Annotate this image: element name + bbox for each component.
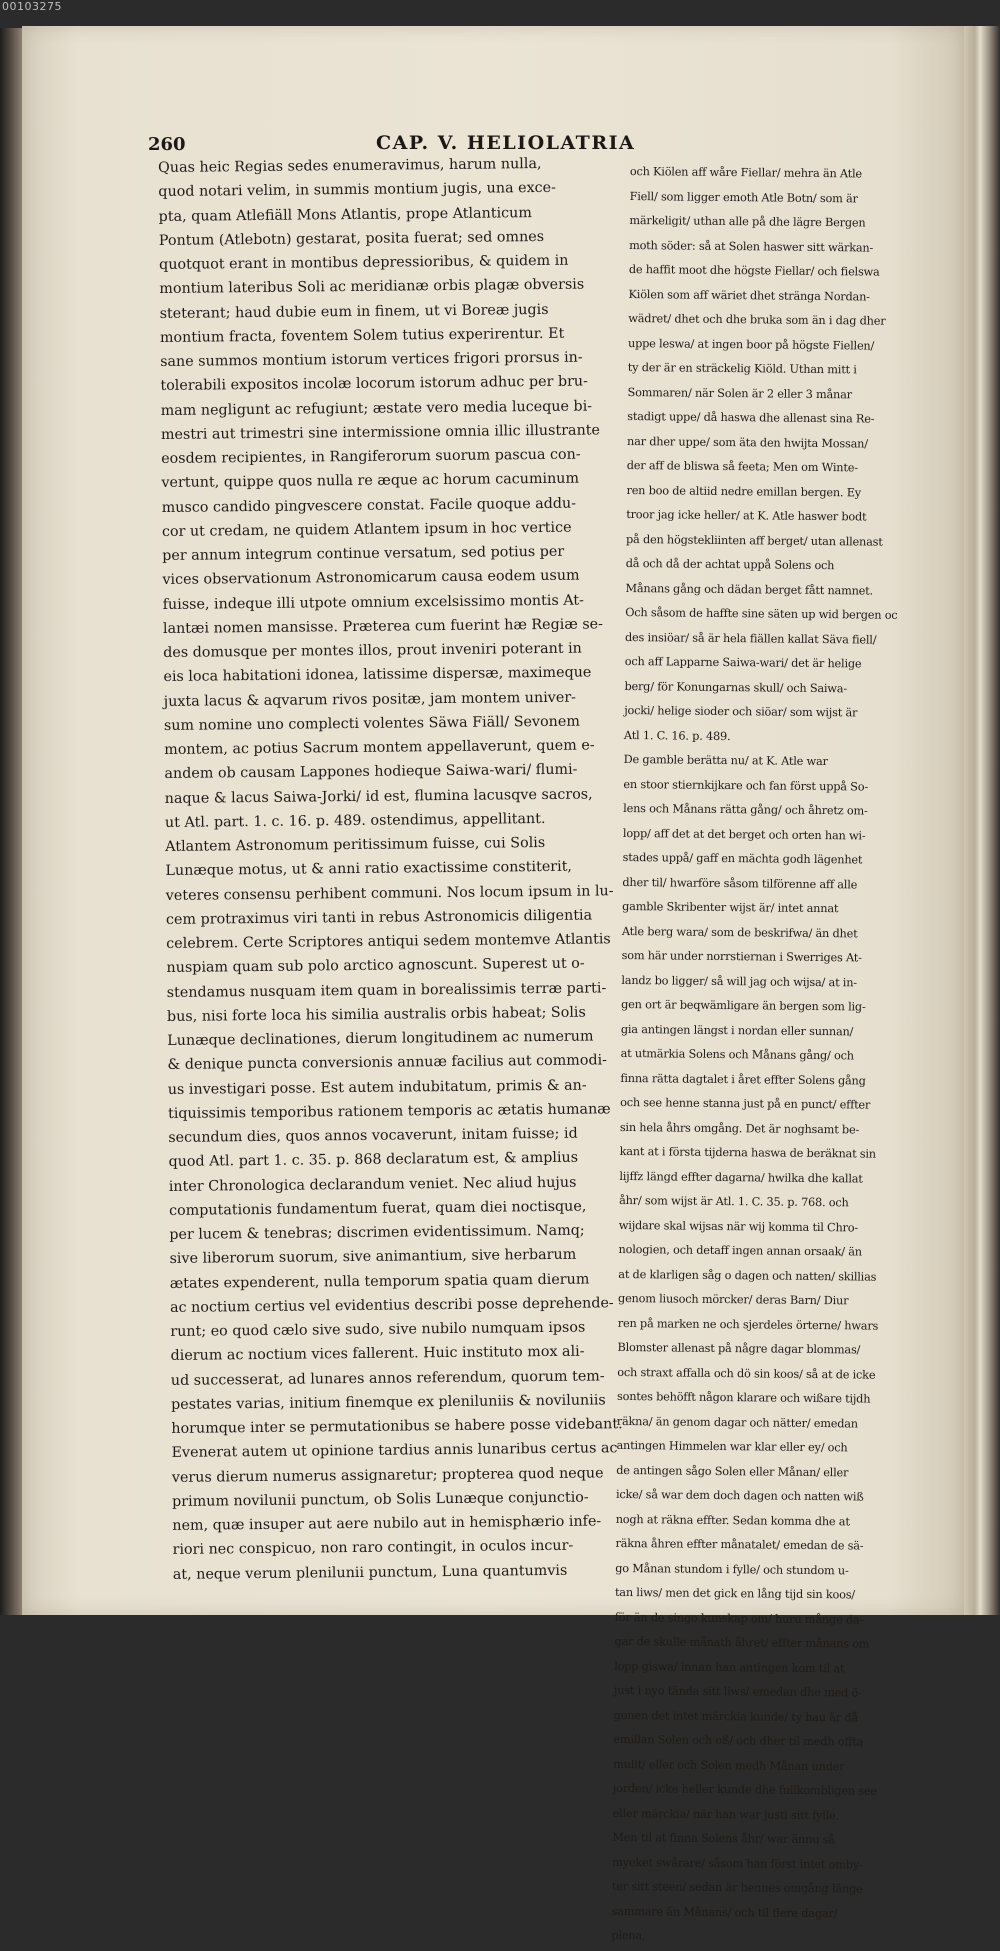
text-line: per lucem & tenebras; discrimen evidentissimum. Namq;: [169, 1222, 585, 1243]
text-line: ac noctium certius vel evidentius describi posse deprehende-: [169, 1295, 614, 1316]
text-line: ren boo de altiid nedre emillan bergen. Ey: [626, 483, 862, 499]
text-line: Fiell/ som ligger emoth Atle Botn/ som är: [629, 189, 858, 205]
text-line: at utmärkia Solens och Månans gång/ och: [620, 1046, 854, 1063]
scan-id-label: 00103275: [2, 0, 62, 13]
text-line: och aff Lapparne Saiwa-wari/ det är helige: [624, 654, 862, 671]
text-line: go Månan stundom i fylle/ och stundom u-: [615, 1561, 849, 1577]
text-line: ætates expenderent, nulla temporum spatia quam dierum: [169, 1271, 590, 1292]
text-line: dher til/ hwarföre såsom tilförenne aff alle: [622, 875, 858, 891]
text-line: verus dierum numerus assignaretur; propterea quod neque: [171, 1464, 604, 1486]
text-line: märkeligit/ uthan alle på dhe lägre Bergen: [629, 213, 866, 230]
text-line: lopp giswa/ innan han antingen kom til at: [614, 1659, 845, 1675]
text-line: eosdem recipientes, in Rangiferorum suorum pascua con-: [161, 446, 581, 467]
text-line: räkna/ än genom dagar och nätter/ emedan: [616, 1414, 858, 1430]
text-line: der aff de bliswa så feeta; Men om Winte-: [626, 458, 858, 475]
text-line: kant at i första tijderna haswa de beräknat sin: [619, 1144, 876, 1161]
text-line: Pontum (Atlebotn) gestarat, posita fuerat; sed omnes: [158, 228, 545, 249]
text-line: Atle berg wara/ som de beskrifwa/ än dhet: [621, 924, 858, 940]
text-line: åhr/ som wijst är Atl. 1. C. 35. p. 768. och: [619, 1193, 849, 1210]
text-line: Men til at finna Solens åhr/ war ännu så: [612, 1830, 835, 1847]
text-line: celebrem. Certe Scriptores antiqui sedem montemve Atlantis: [166, 931, 611, 952]
text-line: riori nec conspicuo, non raro contingit, in oculos incur-: [172, 1537, 574, 1559]
text-line: eis loca habitationi idonea, latissime dispersæ, maximeque: [163, 664, 592, 686]
text-line: jocki/ helige sioder och siöar/ som wijst är: [624, 703, 858, 720]
text-line: cor ut credam, ne quidem Atlantem ipsum in hoc vertice: [161, 519, 572, 540]
text-line: wädret/ dhet och dhe bruka som än i dag dher: [628, 311, 886, 328]
text-line: sin hela åhrs omgång. Det är noghsamt be-: [619, 1120, 860, 1136]
text-line: Månans gång och dädan berget fått namnet.: [625, 581, 873, 598]
text-line: nogh at räkna effter. Sedan komma dhe at: [615, 1512, 850, 1528]
text-line: mulit/ eller och Solen medh Månan under: [613, 1757, 845, 1773]
text-line: Atl 1. C. 16. p. 489.: [623, 728, 731, 743]
text-line: de haffit moot dhe högste Fiellar/ och fielswa: [628, 262, 880, 279]
text-line: nem, quæ insuper aut aere nubilo aut in hemisphærio infe-: [172, 1513, 602, 1534]
text-line: runt; eo quod cælo sive sudo, sive nubilo numquam ipsos: [170, 1319, 586, 1340]
text-line: Kiölen som aff wäriet dhet stränga Nordan-: [628, 287, 870, 304]
text-line: gia antingen längst i nordan eller sunnan/: [620, 1022, 854, 1038]
text-line: des domusque per montes illos, prout inveniri poterant in: [163, 640, 582, 661]
book-gutter: [0, 28, 22, 1615]
text-line: musco candido pingvescere constat. Facile quoque addu-: [161, 495, 577, 516]
running-head: CAP. V. HELIOLATRIA: [376, 132, 636, 154]
text-line: computationis fundamentum fuerat, quam diei noctisque,: [168, 1198, 587, 1219]
text-line: och see henne stanna just på en punct/ effter: [620, 1095, 871, 1112]
text-line: juxta lacus & aqvarum rivos positæ, jam montem univer-: [163, 689, 577, 710]
text-line: horumque inter se permutationibus se habere posse videbant.: [171, 1416, 623, 1437]
text-line: montium fracta, foventem Solem tutius experirentur. Et: [159, 325, 565, 346]
text-line: gamble Skribenter wijst är/ intet annat: [622, 899, 839, 916]
text-line: genom liusoch mörcker/ deras Barn/ Diur: [618, 1291, 849, 1308]
text-line: wijdare skal wijsas när wij komma til Chro-: [618, 1218, 859, 1234]
text-line: pestates varias, initium finemque ex pleniluniis & noviluniis: [170, 1392, 606, 1413]
text-line: gen ort är beqwämligare än bergen som lig-: [621, 997, 866, 1014]
text-line: plena,: [611, 1928, 646, 1943]
text-line: och Kiölen aff wåre Fiellar/ mehra än Atle: [629, 164, 863, 181]
text-line: tolerabili expositos incolæ locorum istorum adhuc per bru-: [160, 373, 589, 395]
text-line: Blomster allenast på någre dagar blommas/: [617, 1340, 861, 1357]
text-line: nologien, och detaff ingen annan orsaak/ än: [618, 1242, 862, 1259]
text-line: på den högstekliinten aff berget/ utan allenast: [625, 532, 883, 549]
text-line: De gamble berätta nu/ at K. Atle war: [623, 752, 828, 769]
text-line: icke/ så war dem doch dagen och natten wiß: [615, 1487, 864, 1504]
text-line: ut Atl. part. 1. c. 16. p. 489. ostendimus, appellitant.: [164, 810, 546, 831]
text-line: Lunæque motus, ut & anni ratio exactissime constiterit,: [165, 858, 573, 880]
text-line: lantæi nomen mansisse. Præterea cum fuerint hæ Regiæ se-: [162, 616, 604, 637]
text-line: steterant; haud dubie eum in finem, ut vi Boreæ jugis: [159, 301, 549, 322]
text-line: sive liberorum suorum, sive animantium, sive herbarum: [169, 1246, 577, 1268]
text-line: Och såsom de haffte sine säten up wid bergen oc: [625, 605, 898, 622]
text-line: montium lateribus Soli ac meridianæ orbis plagæ obversis: [159, 276, 585, 298]
text-line: gonen det intet märckia kunde/ ty hau är då: [613, 1708, 859, 1724]
text-line: moth söder: så at Solen haswer sitt wärkan-: [629, 238, 874, 255]
text-line: troor jag icke heller/ at K. Atle haswer bodt: [626, 507, 867, 524]
text-line: räkna åhren effter månatalet/ emedan de sä-: [615, 1536, 864, 1553]
text-line: lijffz längd effter dagarna/ hwilka dhe kallat: [619, 1169, 863, 1185]
text-line: montem, ac potius Sacrum montem appellaverunt, quem e-: [164, 737, 595, 758]
text-line: uppe leswa/ at ingen boor på högste Fiellen/: [628, 336, 875, 353]
text-line: ter sitt steen/ sedan är hennes omgång länge: [611, 1879, 863, 1896]
text-line: per annum integrum continue versatum, sed potius per: [162, 543, 565, 564]
text-line: Atlantem Astronomum peritissimum fuisse, cui Solis: [165, 834, 546, 855]
text-line: inter Chronologica declarandum veniet. Nec aliud hujus: [168, 1174, 577, 1195]
text-line: berg/ för Konungarnas skull/ och Saiwa-: [624, 679, 848, 695]
text-line: andem ob causam Lappones hodieque Saiwa-wari/ flumi-: [164, 761, 578, 783]
text-line: quod Atl. part 1. c. 35. p. 868 declaratum est, & amplius: [168, 1149, 579, 1171]
text-line: mam negligunt ac refugiunt; æstate vero media luceque bi-: [160, 397, 593, 419]
text-line: cem protraximus viri tanti in rebus Astronomicis diligentia: [165, 907, 593, 928]
text-line: Lunæque declinationes, dierum longitudinem ac numerum: [167, 1028, 594, 1049]
page-edges: [964, 26, 1000, 1615]
latin-column: [158, 151, 633, 1586]
text-line: antingen Himmelen war klar eller ey/ och: [616, 1438, 848, 1455]
text-line: & denique puncta conversionis annuæ facilius aut commodi-: [167, 1052, 608, 1074]
text-line: stendamus nusquam item quam in borealissimis terræ parti-: [166, 979, 607, 1001]
text-line: myeket swårare/ såsom han först intet omby-: [612, 1855, 863, 1872]
text-line: finna rätta dagtalet i året effter Solens gång: [620, 1071, 866, 1088]
text-line: bus, nisi forte loca his similia australis orbis habeat; Solis: [166, 1004, 586, 1025]
text-line: tan liws/ men det gick en lång tijd sin koos/: [614, 1585, 856, 1602]
text-line: vertunt, quippe quos nulla re æque ac horum cacuminum: [161, 470, 580, 492]
text-line: veteres consensu perhibent communi. Nos locum ipsum in lu-: [165, 882, 614, 904]
text-line: tiquissimis temporibus rationem temporis ac ætatis humanæ: [167, 1101, 611, 1122]
text-line: gar de skulle månath åhret/ effter månans om: [614, 1634, 870, 1651]
text-line: stades uppå/ gaff en mächta godh lägenhet: [622, 850, 863, 867]
text-line: Quas heic Regias sedes enumeravimus, harum nulla,: [158, 155, 542, 176]
text-line: just i nyo tända sitt liws/ emedan dhe med ö-: [613, 1683, 862, 1700]
text-line: sum nomine uno complecti volentes Säwa Fiäll/ Sevonem: [163, 713, 580, 734]
page-number: 260: [148, 134, 186, 155]
text-line: at de klarligen såg o dagen och natten/ skillias: [618, 1267, 877, 1284]
text-line: pta, quam Atlefiäll Mons Atlantis, prope Atlanticum: [158, 204, 532, 225]
text-line: sane summos montium istorum vertices frigori prorsus in-: [160, 349, 583, 370]
text-line: ud successerat, ad lunares annos referendum, quorum tem-: [170, 1367, 605, 1389]
text-line: nuspiam quam sub polo arctico agnoscunt. Superest ut o-: [166, 955, 585, 977]
text-line: ty der är en sträckelig Kiöld. Uthan mitt i: [627, 360, 857, 377]
text-line: en stoor stiernkijkare och fan först uppå So-: [623, 777, 869, 794]
text-line: landz bo ligger/ så will jag och wijsa/ at in-: [621, 973, 858, 989]
swedish-column: [611, 160, 914, 1951]
text-line: naque & lacus Saiwa-Jorki/ id est, flumina lacusqve sacros,: [164, 785, 593, 807]
text-line: secundum dies, quos annos vocaverunt, initam fuisse; id: [168, 1125, 578, 1146]
text-line: mestri aut trimestri sine intermissione omnia illic illustrante: [160, 422, 601, 443]
text-line: och straxt affalla och dö sin koos/ så at de icke: [617, 1365, 876, 1382]
text-line: för än de singo kunskap om/ huru månge da-: [614, 1610, 864, 1627]
text-line: des insiöar/ så är hela fiällen kallat Säva fiell/: [624, 630, 877, 647]
text-line: vices observationum Astronomicarum causa eodem usum: [162, 567, 580, 589]
text-line: us investigari posse. Est autem indubitatum, primis & an-: [167, 1077, 587, 1098]
text-line: lopp/ aff det at det berget och orten han wi-: [622, 826, 866, 843]
text-line: Sommaren/ när Solen är 2 eller 3 månar: [627, 385, 852, 401]
text-line: lens och Månans rätta gång/ och åhretz om-: [623, 801, 868, 818]
text-line: dierum ac noctium vices fallerent. Huic instituto mox ali-: [170, 1343, 585, 1365]
text-line: primum novilunii punctum, ob Solis Lunæque conjunctio-: [172, 1489, 589, 1510]
text-line: emillan Solen och oß/ och dher til medh offta: [613, 1732, 864, 1749]
text-line: at, neque verum plenilunii punctum, Luna quantumvis: [172, 1562, 568, 1583]
text-line: som här under norrstiernan i Swerriges At-: [621, 948, 862, 965]
text-line: nar dher uppe/ som äta den hwijta Mossan/: [626, 434, 868, 451]
text-line: sammare än Månans/ och til flere dagar/: [611, 1904, 838, 1920]
text-line: då och då der achtat uppå Solens och: [625, 556, 835, 573]
text-line: stadigt uppe/ då haswa dhe allenast sina Re-: [627, 409, 875, 426]
text-line: fuisse, indeque illi utpote omnium excelsissimo montis At-: [162, 592, 585, 613]
text-line: eller märckia/ när han war justi sitt fylle.: [612, 1806, 840, 1822]
text-line: Evenerat autem ut opinione tardius annis lunaribus certus ac: [171, 1440, 618, 1462]
text-line: ren på marken ne och sjerdeles örterne/ hwars: [617, 1316, 879, 1333]
text-line: sontes behöfft någon klarare och wißare tijdh: [616, 1389, 871, 1406]
text-line: jorden/ icke heller kunde dhe fullkombligen see: [612, 1781, 877, 1798]
text-line: de antingen sågo Solen eller Månan/ eller: [616, 1463, 849, 1479]
text-line: quod notari velim, in summis montium jugis, una exce-: [158, 180, 557, 201]
text-line: quotquot erant in montibus depressioribus, & quidem in: [159, 252, 569, 273]
